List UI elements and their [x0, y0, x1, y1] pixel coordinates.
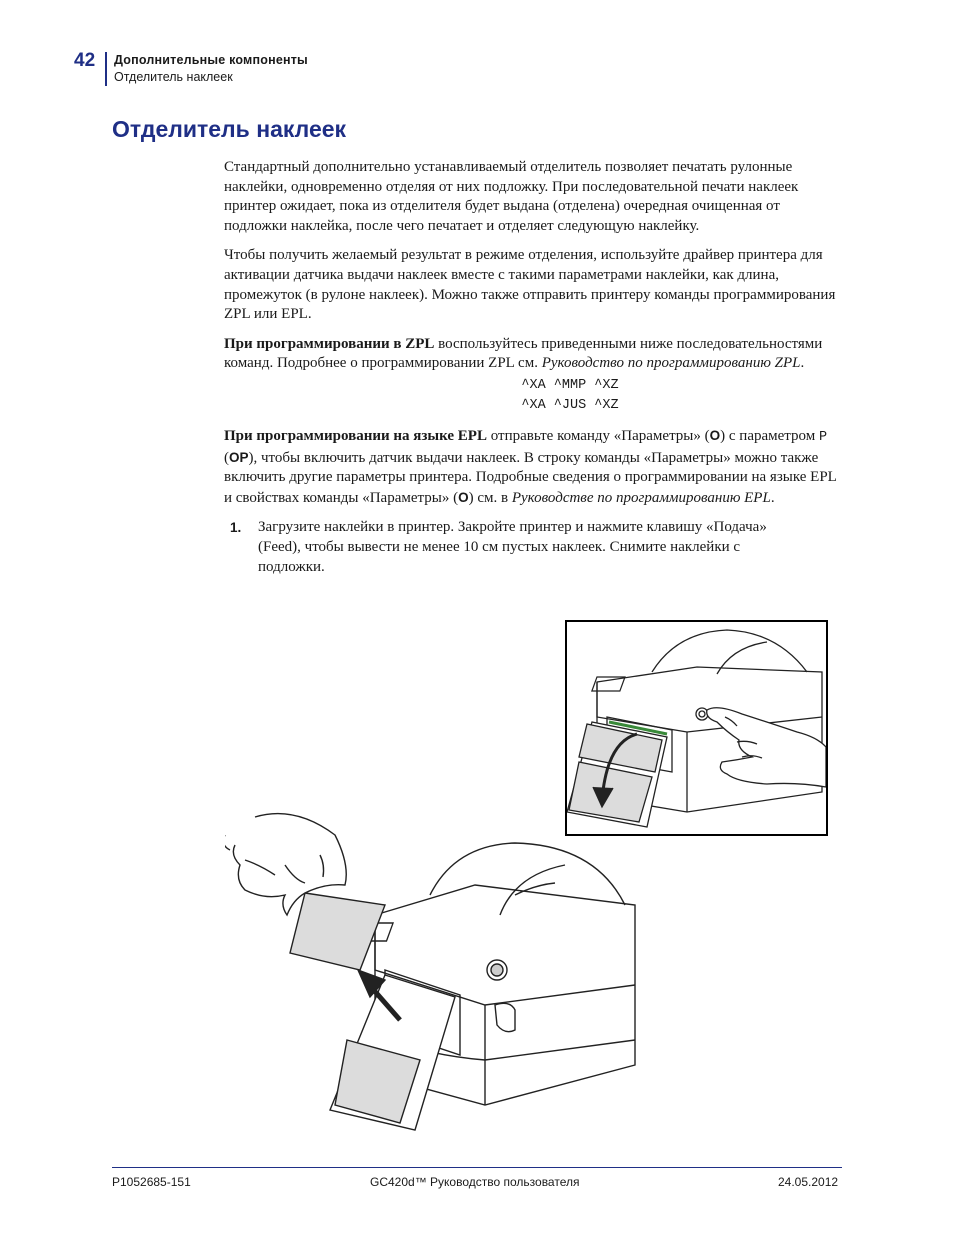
footer-doc-number: P1052685-151 [112, 1175, 191, 1189]
epl-command-op: OP [229, 449, 249, 465]
footer-divider [112, 1167, 842, 1168]
peel-label-illustration [225, 805, 665, 1135]
page-number: 42 [74, 50, 96, 71]
epl-guide-ref: Руководстве по программированию EPL [511, 489, 771, 506]
printer-feed-drawing [567, 622, 826, 834]
header-section: Дополнительные компоненты [114, 53, 308, 67]
epl-text-4: ), чтобы включить датчик выдачи наклеек. В строку команды «Параметры» можно также включить другие параметры принтера. Подробные сведения о программировании на языке EPL и свойствах команды «Параметры» ( [224, 449, 837, 506]
step-1 [224, 518, 846, 577]
epl-command-o-2: O [458, 489, 469, 505]
epl-text-2: ) с параметром [720, 427, 819, 444]
step-text: Загрузите наклейки в принтер. Закройте принтер и нажмите клавишу «Подача» (Feed), чтобы вывести не менее 10 см пустых наклеек. Снимите наклейки с подложки. [258, 519, 767, 575]
step-number: 1. [230, 520, 242, 536]
zpl-guide-ref: Руководство по программированию ZPL [541, 355, 801, 372]
page-title: Отделитель наклеек [112, 116, 347, 142]
epl-end: . [770, 489, 775, 506]
header-divider [105, 52, 107, 86]
epl-command-o: O [709, 427, 721, 443]
paragraph-zpl [224, 335, 846, 374]
footer-guide-title: GC420d™ Руководство пользователя [370, 1175, 580, 1189]
zpl-text: воспользуйтесь приведенными ниже последовательностями команд. Подробнее о программировании ZPL см. [224, 335, 823, 372]
code-line-1: ^XA ^MMP ^XZ [521, 377, 619, 393]
zpl-lead: При программировании в ZPL [224, 335, 435, 352]
epl-text-3: ( [224, 449, 229, 466]
paragraph-driver: Чтобы получить желаемый результат в режиме отделения, используйте драйвер принтера для активации датчика выдачи наклеек вместе с такими параметрами наклейки, как длина, промежуток (в рулоне наклеек). Можно также отправить принтеру команды программирования ZPL или EPL. [224, 247, 836, 323]
paragraph-intro: Стандартный дополнительно устанавливаемый отделитель позволяет печатать рулонные наклейки, одновременно отделяя от них подложку. При последовательной печати наклеек принтер ожидает, пока из отделителя будет выдана (отделена) очередная очищенная от подложки наклейка, после чего печатает и отделяет следующую наклейку. [224, 159, 799, 234]
printer-peel-drawing [225, 805, 665, 1135]
zpl-end: . [800, 355, 805, 372]
zpl-code-block [294, 376, 846, 416]
code-line-2: ^XA ^JUS ^XZ [521, 397, 619, 413]
epl-param-p: P [819, 429, 828, 445]
paragraph-epl [224, 426, 846, 508]
footer-date: 24.05.2012 [778, 1175, 839, 1189]
epl-text-5: ) см. в [468, 489, 512, 506]
feed-button-illustration [565, 620, 828, 836]
header-subsection: Отделитель наклеек [114, 70, 233, 84]
epl-text-1: отправьте команду «Параметры» ( [486, 427, 710, 444]
body-text [224, 158, 846, 577]
epl-lead: При программировании на языке EPL [224, 427, 487, 444]
